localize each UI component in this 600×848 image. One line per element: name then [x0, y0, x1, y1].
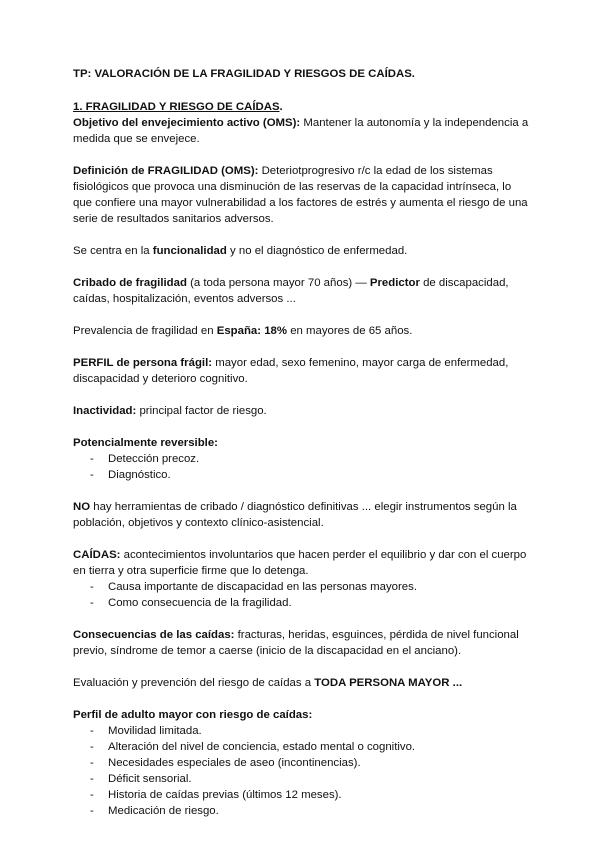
- list-item: [73, 739, 533, 755]
- caidas-paragraph: [73, 547, 533, 579]
- perfil-text: mayor edad, sexo femenino, mayor carga de enfermedad, discapacidad y deterioro cognitivo.: [73, 357, 509, 385]
- list-item-text: Causa importante de discapacidad en las personas mayores.: [108, 581, 417, 593]
- perfil-label: PERFIL de persona frágil:: [73, 357, 213, 369]
- evaluacion-pre: Evaluación y prevención del riesgo de caídas a: [73, 677, 315, 689]
- objetivo-paragraph: [73, 115, 533, 147]
- no-herramientas-text: hay herramientas de cribado / diagnóstico definitivas ... elegir instrumentos según la población, objetivos y contexto clínico-asistencial.: [73, 501, 517, 529]
- caidas-list: [73, 579, 533, 611]
- dash-bullet: -: [90, 741, 94, 753]
- definicion-text: Deteriotprogresivo r/c la edad de los sistemas fisiológicos que provoca una disminución de las reservas de la capacidad intrínseca, lo que confiere una mayor vulnerabilidad a los factores de estrés y aumenta el riesgo de una serie de resultados sanitarios adversos.: [73, 165, 528, 225]
- list-item: [73, 595, 533, 611]
- caidas-text: acontecimientos involuntarios que hacen perder el equilibrio y dar con el cuerpo en tierra y otra superficie firme que lo detenga.: [73, 549, 527, 577]
- inactividad-label: Inactividad:: [73, 405, 137, 417]
- prevalencia-paragraph: [73, 323, 533, 339]
- definicion-paragraph: [73, 163, 533, 227]
- funcionalidad-pre: Se centra en la: [73, 245, 153, 257]
- prevalencia-post: en mayores de 65 años.: [287, 325, 413, 337]
- section-heading-text: 1. FRAGILIDAD Y RIESGO DE CAÍDAS: [73, 101, 280, 113]
- perfil-paragraph: [73, 355, 533, 387]
- document-page: [73, 66, 533, 819]
- funcionalidad-post: y no el diagnóstico de enfermedad.: [226, 245, 408, 257]
- list-item-text: Necesidades especiales de aseo (incontinencias).: [108, 757, 361, 769]
- dash-bullet: -: [90, 469, 94, 481]
- funcionalidad-bold: funcionalidad: [152, 245, 227, 257]
- list-item-text: Historia de caídas previas (últimos 12 meses).: [108, 789, 342, 801]
- evaluacion-paragraph: [73, 675, 533, 691]
- objetivo-label: Objetivo del envejecimiento activo (OMS):: [73, 117, 301, 129]
- funcionalidad-paragraph: [73, 243, 533, 259]
- list-item-text: Detección precoz.: [108, 453, 200, 465]
- dash-bullet: -: [90, 805, 94, 817]
- list-item: [73, 787, 533, 803]
- dash-bullet: -: [90, 725, 94, 737]
- dash-bullet: -: [90, 597, 94, 609]
- inactividad-paragraph: [73, 403, 533, 419]
- dash-bullet: -: [90, 453, 94, 465]
- cribado-paragraph: [73, 275, 533, 307]
- list-item: [73, 467, 533, 483]
- list-item: [73, 723, 533, 739]
- list-item: [73, 771, 533, 787]
- dash-bullet: -: [90, 789, 94, 801]
- cribado-mid: (a toda persona mayor 70 años) —: [186, 277, 370, 289]
- perfil-adulto-label: Perfil de adulto mayor con riesgo de caídas:: [73, 709, 313, 721]
- list-item: [73, 579, 533, 595]
- consecuencias-paragraph: [73, 627, 533, 659]
- cribado-post: de discapacidad, caídas, hospitalización, eventos adversos ...: [73, 277, 509, 305]
- caidas-label: CAÍDAS:: [73, 549, 121, 561]
- list-item-text: Alteración del nivel de conciencia, estado mental o cognitivo.: [108, 741, 416, 753]
- prevalencia-bold: España: 18%: [216, 325, 288, 337]
- list-item-text: Déficit sensorial.: [108, 773, 192, 785]
- perfil-adulto-heading: [73, 707, 533, 723]
- no-herramientas-bold: NO: [73, 501, 91, 513]
- cribado-label: Cribado de fragilidad: [73, 277, 187, 289]
- list-item-text: Movilidad limitada.: [108, 725, 202, 737]
- dash-bullet: -: [90, 757, 94, 769]
- cribado-predictor: Predictor: [369, 277, 420, 289]
- list-item: [73, 755, 533, 771]
- list-item: [73, 451, 533, 467]
- evaluacion-bold: TODA PERSONA MAYOR ...: [314, 677, 463, 689]
- prevalencia-pre: Prevalencia de fragilidad en: [73, 325, 217, 337]
- consecuencias-label: Consecuencias de las caídas:: [73, 629, 235, 641]
- dash-bullet: -: [90, 581, 94, 593]
- document-title: TP: VALORACIÓN DE LA FRAGILIDAD Y RIESGOS DE CAÍDAS.: [73, 68, 415, 80]
- list-item: [73, 803, 533, 819]
- consecuencias-text: fracturas, heridas, esguinces, pérdida de nivel funcional previo, síndrome de temor a caerse (inicio de la discapacidad en el anciano).: [73, 629, 519, 657]
- dash-bullet: -: [90, 773, 94, 785]
- list-item-text: Diagnóstico.: [108, 469, 171, 481]
- list-item-text: Como consecuencia de la fragilidad.: [108, 597, 292, 609]
- list-item-text: Medicación de riesgo.: [108, 805, 219, 817]
- section-heading-dot: .: [279, 101, 283, 113]
- definicion-label: Definición de FRAGILIDAD (OMS):: [73, 165, 259, 177]
- reversible-heading: [73, 435, 533, 451]
- inactividad-text: principal factor de riesgo.: [136, 405, 267, 417]
- reversible-list: [73, 451, 533, 483]
- reversible-label: Potencialmente reversible:: [73, 437, 218, 449]
- section-heading-fragilidad: [73, 99, 533, 115]
- perfil-adulto-list: [73, 723, 533, 819]
- objetivo-text: Mantener la autonomía y la independencia a medida que se envejece.: [73, 117, 529, 145]
- no-herramientas-paragraph: [73, 499, 533, 531]
